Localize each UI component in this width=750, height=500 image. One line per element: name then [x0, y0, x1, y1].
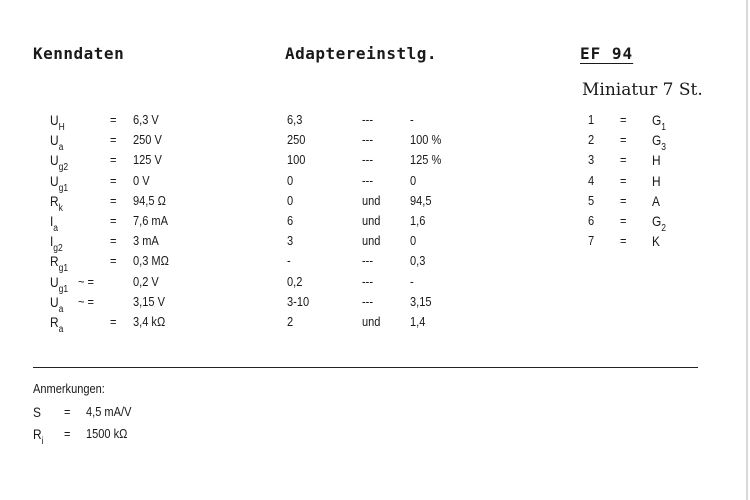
adapter-setting-1: 6	[287, 213, 294, 228]
param-value: 3,15 V	[133, 293, 165, 309]
adapter-setting-2: -	[410, 112, 414, 127]
note-symbol	[33, 404, 41, 420]
param-equals: =	[110, 233, 117, 249]
adapter-setting-1: 6,3	[287, 112, 303, 127]
param-value: 125 V	[133, 152, 162, 168]
param-symbol	[50, 172, 69, 194]
param-symbol-letter: U	[50, 152, 59, 169]
param-symbol	[50, 213, 59, 234]
param-value: 3,4 kΩ	[133, 314, 166, 329]
note-symbol-subscript: i	[41, 436, 44, 447]
adapter-setting-2: 0,3	[410, 253, 426, 269]
param-symbol	[50, 233, 63, 255]
pin-equals: =	[620, 233, 627, 249]
adapter-setting-2: -	[410, 273, 414, 289]
param-symbol-letter: U	[50, 293, 59, 310]
pin-electrode-subscript: 3	[661, 142, 666, 154]
param-symbol-subscript: g1	[58, 182, 69, 194]
adapter-setting-1: 3	[287, 233, 294, 249]
adapter-connector: und	[362, 233, 381, 249]
param-value: 94,5 Ω	[133, 192, 166, 208]
adapter-connector: ---	[362, 172, 374, 188]
adapter-setting-2: 3,15	[410, 293, 432, 309]
pin-equals: =	[620, 112, 627, 127]
pin-electrode	[652, 233, 660, 249]
heading-adaptereinstellung: Adaptereinstlg.	[285, 44, 437, 63]
note-symbol-letter: S	[33, 404, 41, 420]
adapter-connector: ---	[362, 253, 374, 269]
param-equals: ~ =	[78, 273, 94, 289]
pin-equals: =	[620, 132, 627, 148]
note-symbol-letter: R	[33, 426, 42, 442]
pin-electrode	[652, 173, 661, 189]
param-symbol-letter: I	[50, 213, 54, 229]
adapter-setting-2: 1,6	[410, 213, 426, 228]
param-value: 250 V	[133, 132, 162, 148]
adapter-connector: und	[362, 192, 381, 208]
param-symbol-subscript: g1	[58, 283, 69, 295]
param-equals: ~ =	[78, 293, 94, 309]
param-value: 6,3 V	[133, 112, 159, 127]
pin-electrode	[652, 112, 666, 133]
param-symbol-letter: U	[50, 273, 59, 290]
pin-equals: =	[620, 192, 627, 208]
pin-electrode-letter: G	[652, 132, 662, 149]
note-equals: =	[64, 426, 71, 441]
param-symbol-letter: R	[50, 192, 59, 209]
note-equals: =	[64, 404, 71, 419]
adapter-connector: ---	[362, 293, 374, 309]
adapter-setting-1: 250	[287, 132, 306, 148]
param-equals: =	[110, 172, 117, 188]
pin-electrode-letter: A	[652, 192, 660, 209]
adapter-setting-2: 94,5	[410, 192, 432, 208]
param-equals: =	[110, 152, 117, 168]
adapter-setting-1: -	[287, 253, 291, 269]
param-symbol-letter: U	[50, 172, 59, 189]
base-type-label: Miniatur 7 St.	[582, 80, 703, 100]
param-value: 0,3 MΩ	[133, 253, 169, 269]
pin-electrode	[652, 152, 661, 168]
param-equals: =	[110, 192, 117, 208]
adapter-connector: ---	[362, 152, 374, 168]
adapter-connector: ---	[362, 132, 374, 148]
tube-type-title: EF 94	[580, 44, 634, 63]
note-symbol	[33, 426, 44, 447]
adapter-setting-1: 0	[287, 192, 294, 208]
param-symbol-subscript: H	[58, 122, 65, 133]
pin-number: 2	[588, 132, 595, 148]
param-symbol-letter: I	[50, 233, 54, 250]
param-equals: =	[110, 213, 117, 228]
heading-kenndaten: Kenndaten	[33, 44, 125, 63]
param-value: 7,6 mA	[133, 213, 169, 228]
pin-number: 6	[588, 213, 595, 228]
adapter-setting-2: 125 %	[410, 152, 442, 168]
pin-number: 3	[588, 152, 595, 168]
pin-electrode-letter: H	[652, 172, 661, 189]
param-equals: =	[110, 112, 117, 127]
adapter-setting-1: 0,2	[287, 273, 303, 289]
param-symbol-subscript: g2	[58, 162, 69, 174]
param-symbol	[50, 112, 65, 133]
param-value: 3 mA	[133, 233, 159, 249]
param-symbol-letter: U	[50, 132, 59, 149]
adapter-connector: und	[362, 314, 381, 329]
param-symbol	[50, 192, 63, 214]
pin-number: 7	[588, 233, 595, 249]
adapter-setting-2: 0	[410, 172, 417, 188]
param-symbol-letter: R	[50, 314, 59, 330]
param-symbol	[50, 152, 69, 174]
note-value: 4,5 mA/V	[86, 404, 132, 419]
pin-electrode-letter: H	[652, 152, 661, 169]
pin-electrode-letter: G	[652, 213, 662, 229]
param-symbol-subscript: g2	[53, 243, 63, 255]
adapter-connector: ---	[362, 112, 374, 127]
param-equals: =	[110, 132, 117, 148]
param-symbol-subscript: k	[58, 202, 63, 214]
scan-edge	[746, 0, 748, 500]
pin-electrode-subscript: 1	[661, 122, 666, 133]
adapter-setting-2: 0	[410, 233, 417, 249]
param-value: 0 V	[133, 172, 150, 188]
pin-electrode	[652, 132, 666, 154]
note-value: 1500 kΩ	[86, 426, 128, 441]
pin-number: 1	[588, 112, 595, 127]
section-divider	[33, 367, 698, 368]
pin-electrode-letter: G	[652, 112, 662, 128]
adapter-setting-2: 100 %	[410, 132, 442, 148]
pin-number: 5	[588, 192, 595, 208]
param-symbol-subscript: a	[58, 303, 64, 315]
param-equals: =	[110, 314, 117, 329]
param-symbol-letter: R	[50, 253, 59, 270]
param-symbol-subscript: a	[58, 142, 64, 154]
notes-title: Anmerkungen:	[33, 381, 105, 396]
pin-electrode-letter: K	[652, 233, 660, 250]
pin-electrode	[652, 213, 666, 234]
param-symbol	[50, 273, 69, 295]
pin-number: 4	[588, 172, 595, 188]
param-symbol	[50, 253, 69, 275]
param-symbol-letter: U	[50, 112, 59, 128]
pin-equals: =	[620, 152, 627, 168]
param-value: 0,2 V	[133, 273, 159, 289]
param-equals: =	[110, 253, 117, 269]
pin-equals: =	[620, 213, 627, 228]
pin-electrode-subscript: 2	[661, 223, 666, 234]
param-symbol	[50, 314, 64, 335]
adapter-setting-2: 1,4	[410, 314, 426, 329]
param-symbol-subscript: a	[58, 324, 64, 335]
pin-equals: =	[620, 172, 627, 188]
param-symbol	[50, 293, 64, 315]
adapter-setting-1: 100	[287, 152, 306, 168]
adapter-setting-1: 2	[287, 314, 294, 329]
adapter-setting-1: 3-10	[287, 293, 310, 309]
adapter-setting-1: 0	[287, 172, 294, 188]
param-symbol-subscript: a	[53, 223, 59, 234]
adapter-connector: und	[362, 213, 381, 228]
adapter-connector: ---	[362, 273, 374, 289]
param-symbol	[50, 132, 64, 154]
pin-electrode	[652, 193, 660, 209]
param-symbol-subscript: g1	[58, 263, 69, 275]
